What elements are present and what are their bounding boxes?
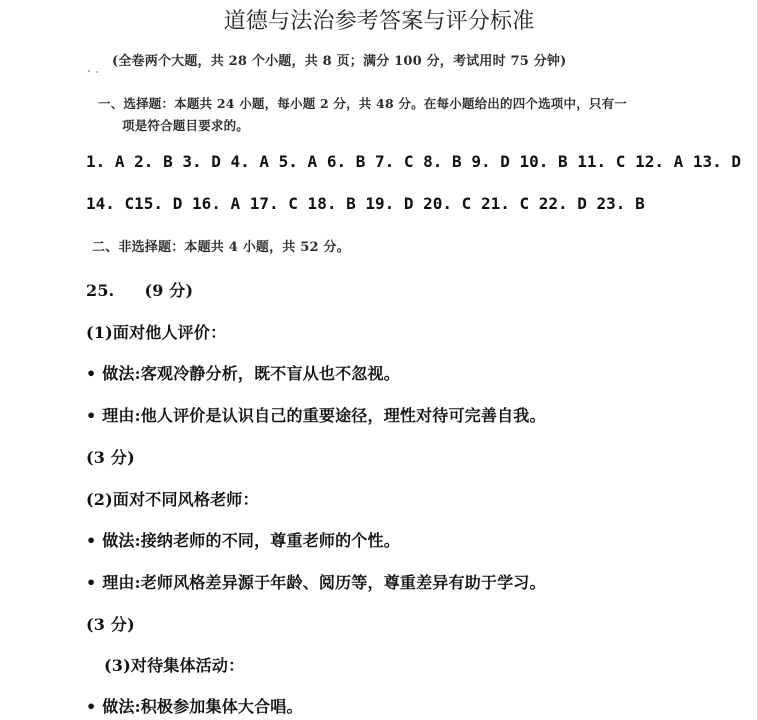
document-subtitle: (全卷两个大题，共 28 个小题，共 8 页；满分 100 分，考试用时 75 分钟) — [112, 54, 567, 69]
section2-instructions: 二、非选择题：本题共 4 小题，共 52 分。 — [92, 240, 350, 255]
section1-instructions-line1: 一、选择题：本题共 24 小题，每小题 2 分，共 48 分。在每小题给出的四个选项中，只有一 — [98, 96, 627, 111]
part2-score: (3 分) — [86, 615, 135, 634]
part1-score: (3 分) — [86, 448, 135, 467]
scan-speck — [88, 70, 90, 72]
answer-row-2: 14. C15. D 16. A 17. C 18. B 19. D 20. C 21. C 22. D 23. B — [86, 194, 645, 213]
question-score: (9 分) — [144, 281, 194, 300]
part2-method: • 做法:接纳老师的不同，尊重老师的个性。 — [86, 531, 400, 550]
section1-instructions-line2: 项是符合题目要求的。 — [122, 118, 250, 133]
part1-reason: • 理由:他人评价是认识自己的重要途径，理性对待可完善自我。 — [86, 406, 546, 425]
question-number: 25. — [86, 281, 115, 300]
part1-method: • 做法:客观冷静分析，既不盲从也不忽视。 — [86, 364, 400, 383]
answer-row-1: 1. A 2. B 3. D 4. A 5. A 6. B 7. C 8. B 9. D 10. B 11. C 12. A 13. D — [86, 152, 742, 171]
part2-title: (2)面对不同风格老师： — [86, 490, 259, 509]
part3-title: (3)对待集体活动： — [104, 656, 245, 675]
question-25-header — [86, 278, 193, 301]
part1-title: (1)面对他人评价： — [86, 323, 227, 342]
part3-method: • 做法:积极参加集体大合唱。 — [86, 697, 303, 716]
scan-speck — [96, 71, 98, 73]
document-title: 道德与法治参考答案与评分标准 — [223, 9, 535, 34]
part2-reason: • 理由:老师风格差异源于年龄、阅历等，尊重差异有助于学习。 — [86, 573, 546, 592]
